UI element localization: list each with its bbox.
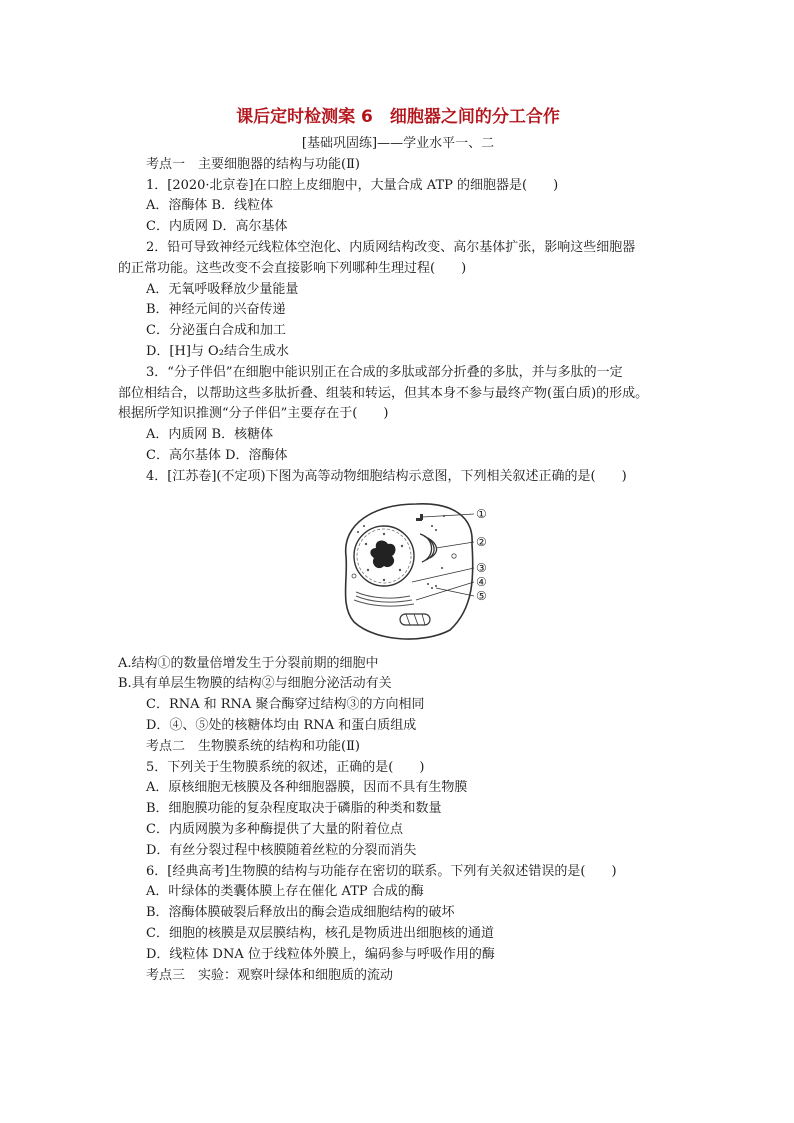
q3-stem-line1: 3．“分子伴侣”在细胞中能识别正在合成的多肽或部分折叠的多肽，并与多肽的一定 (146, 364, 623, 380)
centriole (416, 514, 423, 521)
q4-stem: 4．[江苏卷](不定项)下图为高等动物细胞结构示意图，下列相关叙述正确的是( ) (146, 468, 627, 484)
q6-stem: 6．[经典高考]生物膜的结构与功能存在密切的联系。下列有关叙述错误的是( ) (146, 863, 617, 879)
q1-options-ab: A．溶酶体 B．线粒体 (146, 198, 274, 214)
page-title: 课后定时检测案 6 细胞器之间的分工合作 (236, 107, 560, 127)
q6-option-d: D．线粒体 DNA 位于线粒体外膜上，编码参与呼吸作用的酶 (146, 946, 495, 962)
mitochondrion (400, 614, 430, 625)
label-1: ① (476, 506, 487, 521)
rough-er (356, 592, 410, 598)
q3-stem-line3: 根据所学知识推测“分子伴侣”主要存在于( ) (118, 406, 389, 422)
q1-options-cd: C．内质网 D．高尔基体 (146, 219, 288, 235)
q5-option-b: B．细胞膜功能的复杂程度取决于磷脂的种类和数量 (146, 801, 442, 817)
q2-option-b: B．神经元间的兴奋传递 (146, 302, 286, 318)
section-heading-3: 考点三 实验：观察叶绿体和细胞质的流动 (146, 967, 394, 983)
q4-option-a: A.结构①的数量倍增发生于分裂前期的细胞中 (118, 655, 379, 671)
q4-option-d: D．④、⑤处的核糖体均由 RNA 和蛋白质组成 (146, 717, 417, 733)
q2-option-d: D．[H]与 O₂结合生成水 (146, 343, 289, 359)
q6-option-c: C．细胞的核膜是双层膜结构，核孔是物质进出细胞核的通道 (146, 925, 494, 941)
label-2: ② (476, 534, 487, 549)
q3-options-cd: C．高尔基体 D．溶酶体 (146, 447, 288, 463)
q2-stem-line1: 2．铅可导致神经元线粒体空泡化、内质网结构改变、高尔基体扩张，影响这些细胞器 (146, 239, 636, 255)
q1-stem: 1．[2020·北京卷]在口腔上皮细胞中，大量合成 ATP 的细胞器是( ) (146, 177, 559, 193)
q2-option-c: C．分泌蛋白合成和加工 (146, 323, 286, 339)
q4-option-b: B.具有单层生物膜的结构②与细胞分泌活动有关 (118, 676, 392, 692)
q3-stem-line2: 部位相结合，以帮助这些多肽折叠、组装和转运，但其本身不参与最终产物(蛋白质)的形成。 (118, 385, 649, 401)
q3-options-ab: A．内质网 B．核糖体 (146, 427, 274, 443)
section-heading-2: 考点二 生物膜系统的结构和功能(Ⅱ) (146, 738, 360, 754)
label-4: ④ (476, 574, 487, 589)
q4-option-c: C．RNA 和 RNA 聚合酶穿过结构③的方向相同 (146, 697, 425, 713)
page-subtitle: [基础巩固练]——学业水平一、二 (301, 136, 495, 151)
q6-option-b: B．溶酶体膜破裂后释放出的酶会造成细胞结构的破坏 (146, 905, 455, 921)
q6-option-a: A．叶绿体的类囊体膜上存在催化 ATP 合成的酶 (146, 884, 424, 900)
label-3: ③ (476, 560, 487, 575)
nucleolus (370, 540, 395, 568)
golgi-apparatus (420, 534, 437, 562)
document-content (118, 104, 678, 986)
section-heading-1: 考点一 主要细胞器的结构与功能(Ⅱ) (146, 156, 360, 172)
q5-option-c: C．内质网膜为多种酶提供了大量的附着位点 (146, 821, 403, 837)
q5-stem: 5．下列关于生物膜系统的叙述，正确的是( ) (146, 759, 425, 775)
q5-option-a: A．原核细胞无核膜及各种细胞器膜，因而不具有生物膜 (146, 780, 468, 796)
q2-option-a: A．无氧呼吸释放少量能量 (146, 281, 299, 297)
label-5: ⑤ (476, 588, 487, 603)
animal-cell-diagram (324, 496, 524, 646)
cell-svg (324, 496, 524, 646)
q2-stem-line2: 的正常功能。这些改变不会直接影响下列哪种生理过程( ) (118, 260, 467, 276)
q5-option-d: D．有丝分裂过程中核膜随着丝粒的分裂而消失 (146, 842, 417, 858)
